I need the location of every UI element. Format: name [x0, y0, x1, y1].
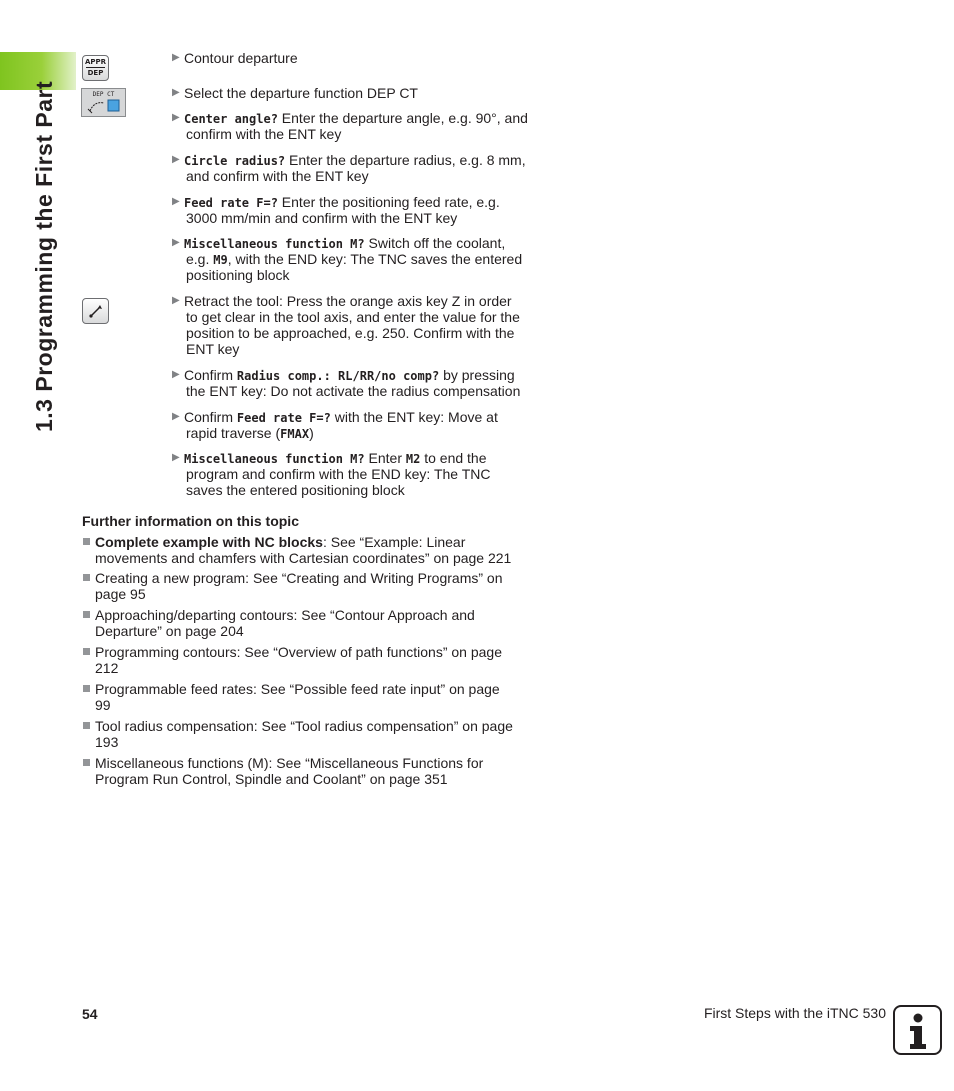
bullet-square-icon: [83, 574, 90, 581]
bullet-square-icon: [83, 648, 90, 655]
arrow-icon: ▶: [172, 87, 180, 98]
arrow-icon: ▶: [172, 52, 180, 63]
info-icon: [893, 1005, 942, 1055]
further-info-heading: Further information on this topic: [82, 513, 299, 529]
arrow-icon: ▶: [172, 237, 180, 248]
tool-retract-key-icon: [82, 298, 109, 324]
arrow-icon: ▶: [172, 112, 180, 123]
appr-dep-key-icon: APPR DEP: [82, 55, 109, 81]
footer-title: First Steps with the iTNC 530: [703, 1005, 886, 1021]
arrow-icon: ▶: [172, 295, 180, 306]
page-number: 54: [82, 1006, 98, 1022]
arrow-icon: ▶: [172, 196, 180, 207]
dep-ct-softkey-icon: DEP CT: [81, 88, 126, 117]
arrow-icon: ▶: [172, 154, 180, 165]
arrow-icon: ▶: [172, 452, 180, 463]
bullet-square-icon: [83, 611, 90, 618]
section-title: 1.3 Programming the First Part: [31, 80, 57, 432]
bullet-square-icon: [83, 685, 90, 692]
bullet-square-icon: [83, 722, 90, 729]
bullet-square-icon: [83, 538, 90, 545]
arrow-icon: ▶: [172, 411, 180, 422]
bullet-square-icon: [83, 759, 90, 766]
arrow-icon: ▶: [172, 369, 180, 380]
